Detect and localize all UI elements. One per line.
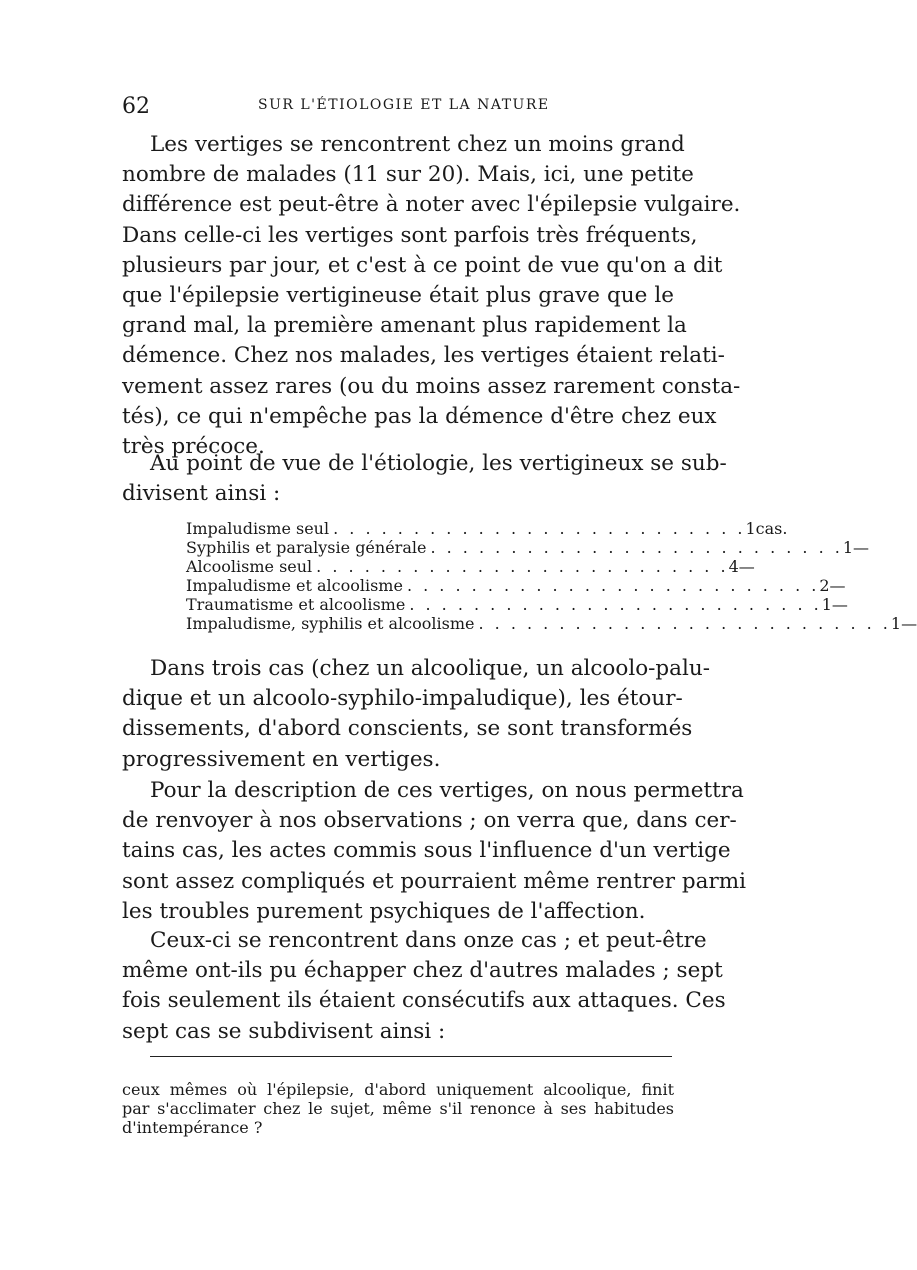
- footnote-line: d'intempérance ?: [122, 1118, 263, 1137]
- text-line: les troubles purement psychiques de l'affection.: [122, 898, 646, 924]
- text-line: Pour la description de ces vertiges, on nous permettra: [150, 778, 744, 803]
- text-line: sept cas se subdivisent ainsi :: [122, 1018, 446, 1044]
- leader-dots: . . . . . . . . . . . . . . . . . . . . . . . . . .: [333, 519, 746, 538]
- table-cell-unit: —: [738, 557, 755, 576]
- text-line: vement assez rares (ou du moins assez rarement consta-: [122, 373, 741, 399]
- text-line: sont assez compliqués et pourraient même rentrer parmi: [122, 868, 746, 894]
- table-row: [186, 538, 870, 557]
- leader-dots: . . . . . . . . . . . . . . . . . . . . . . . . . .: [316, 557, 729, 576]
- table-cell-label: Traumatisme et alcoolisme: [186, 595, 406, 614]
- footnote-line: par s'acclimater chez le sujet, même s'il renonce à ses habitudes: [122, 1099, 674, 1118]
- paragraph-psychic-troubles: [122, 926, 726, 1047]
- text-line: Ceux-ci se rencontrent dans onze cas ; et peut-être: [150, 928, 707, 953]
- text-line: grand mal, la première amenant plus rapidement la: [122, 313, 687, 339]
- paragraph-description: [122, 776, 746, 927]
- table-cell-unit: —: [829, 576, 846, 595]
- leader-dots: . . . . . . . . . . . . . . . . . . . . . . . . . .: [409, 595, 822, 614]
- text-line: Dans trois cas (chez un alcoolique, un alcoolo-palu-: [150, 656, 710, 681]
- text-line: Les vertiges se rencontrent chez un moins grand: [150, 132, 685, 157]
- text-line: de renvoyer à nos observations ; on verra que, dans cer-: [122, 808, 737, 834]
- table-row: [186, 614, 917, 633]
- table-cell-unit: —: [901, 614, 917, 633]
- text-line: dissements, d'abord conscients, se sont transformés: [122, 716, 693, 742]
- text-line: Au point de vue de l'étiologie, les vertigineux se sub-: [150, 451, 727, 476]
- text-line: dique et un alcoolo-syphilo-impaludique), les étour-: [122, 686, 683, 712]
- table-cell-label: Impaludisme et alcoolisme: [186, 576, 403, 595]
- leader-dots: . . . . . . . . . . . . . . . . . . . . . . . . . .: [430, 538, 843, 557]
- text-line: divisent ainsi :: [122, 481, 281, 507]
- running-head: SUR L'ÉTIOLOGIE ET LA NATURE: [258, 97, 550, 113]
- text-line: même ont-ils pu échapper chez d'autres malades ; sept: [122, 958, 723, 984]
- leader-dots: . . . . . . . . . . . . . . . . . . . . . . . . . .: [406, 576, 820, 595]
- table-cell-count: 1: [745, 519, 756, 538]
- table-cell-label: Impaludisme, syphilis et alcoolisme: [186, 614, 475, 633]
- table-cell-count: 4: [728, 557, 739, 576]
- paragraph-etiology-intro: [122, 449, 727, 509]
- paragraph-transformation: [122, 654, 710, 775]
- text-line: très précoce.: [122, 434, 265, 460]
- text-line: démence. Chez nos malades, les vertiges étaient relati-: [122, 343, 725, 369]
- table-row: [186, 519, 788, 538]
- table-cell-label: Syphilis et paralysie générale: [186, 538, 427, 557]
- text-line: tés), ce qui n'empêche pas la démence d'être chez eux: [122, 403, 717, 429]
- text-line: tains cas, les actes commis sous l'influence d'un vertige: [122, 838, 731, 864]
- footnote-line: ceux mêmes où l'épilepsie, d'abord uniquement alcoolique, finit: [122, 1080, 674, 1099]
- etiology-table: [186, 519, 917, 633]
- page-number: 62: [122, 94, 150, 119]
- table-cell-label: Alcoolisme seul: [186, 557, 313, 576]
- table-row: [186, 576, 846, 595]
- table-cell-unit: —: [831, 595, 848, 614]
- leader-dots: . . . . . . . . . . . . . . . . . . . . . . . . . .: [478, 614, 891, 633]
- text-line: plusieurs par jour, et c'est à ce point de vue qu'on a dit: [122, 252, 723, 278]
- table-row: [186, 595, 848, 614]
- table-cell-count: 2: [819, 576, 830, 595]
- table-cell-count: 1: [890, 614, 902, 633]
- footnote-rule: [150, 1056, 672, 1057]
- table-cell-unit: —: [853, 538, 870, 557]
- text-line: fois seulement ils étaient consécutifs aux attaques. Ces: [122, 988, 726, 1014]
- table-cell-unit: cas.: [755, 519, 788, 538]
- text-line: nombre de malades (11 sur 20). Mais, ici, une petite: [122, 162, 694, 188]
- table-cell-label: Impaludisme seul: [186, 519, 330, 538]
- table-row: [186, 557, 755, 576]
- paragraph-vertiges-frequency: [122, 130, 741, 462]
- text-line: que l'épilepsie vertigineuse était plus grave que le: [122, 283, 674, 309]
- text-line: différence est peut-être à noter avec l'épilepsie vulgaire.: [122, 192, 741, 218]
- text-line: Dans celle-ci les vertiges sont parfois très fréquents,: [122, 222, 698, 248]
- table-cell-count: 1: [821, 595, 832, 614]
- footnote: [122, 1080, 674, 1137]
- table-cell-count: 1: [842, 538, 854, 557]
- text-line: progressivement en vertiges.: [122, 746, 441, 772]
